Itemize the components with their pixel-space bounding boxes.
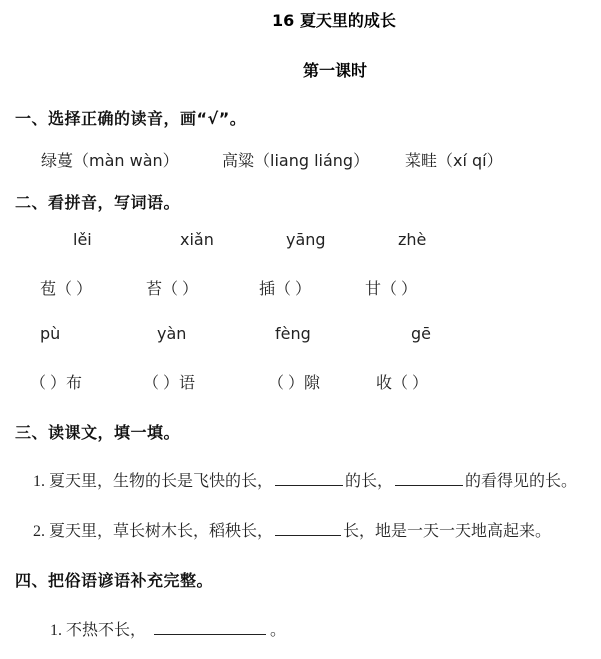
item-word: 菜畦 bbox=[405, 151, 438, 170]
section-1-item-1 bbox=[41, 148, 179, 171]
word-blank-5 bbox=[30, 370, 82, 393]
answer-blank[interactable]: （ ） bbox=[143, 375, 180, 392]
question-text: 1. 夏天里，生物的长是飞快的长， bbox=[33, 473, 274, 490]
section-3-question-2 bbox=[33, 518, 551, 541]
question-text: 。 bbox=[270, 622, 287, 639]
pinyin-zhe: zhè bbox=[398, 230, 427, 249]
word-char: 语 bbox=[179, 375, 196, 392]
fill-blank[interactable] bbox=[275, 521, 341, 536]
answer-blank[interactable]: （ ） bbox=[30, 375, 67, 392]
question-text: 的看得见的长。 bbox=[465, 473, 578, 490]
word-blank-1 bbox=[40, 276, 92, 299]
word-blank-2 bbox=[146, 276, 198, 299]
fill-blank[interactable] bbox=[275, 471, 343, 486]
word-char: 隙 bbox=[304, 375, 321, 392]
word-char: 收 bbox=[376, 375, 393, 392]
section-4-question-1 bbox=[50, 617, 286, 640]
fill-blank[interactable] bbox=[154, 620, 266, 635]
word-char: 苔 bbox=[146, 281, 163, 298]
section-1-item-3 bbox=[405, 148, 503, 171]
answer-blank[interactable]: （ ） bbox=[275, 281, 312, 298]
answer-blank[interactable]: （ ） bbox=[392, 375, 429, 392]
word-blank-8 bbox=[376, 370, 428, 393]
lesson-title: 16 夏天里的成长 bbox=[272, 11, 396, 30]
question-text: 1. 不热不长， bbox=[50, 622, 147, 639]
question-text: 的长， bbox=[345, 473, 394, 490]
word-char: 布 bbox=[66, 375, 83, 392]
pinyin-yang: yāng bbox=[286, 230, 326, 249]
section-2-heading: 二、看拼音，写词语。 bbox=[15, 193, 181, 212]
pinyin-ge: gē bbox=[411, 324, 431, 343]
lesson-subtitle: 第一课时 bbox=[303, 61, 368, 80]
item-options[interactable]: （màn wàn） bbox=[73, 151, 179, 170]
item-options[interactable]: （liang liáng） bbox=[254, 151, 370, 170]
answer-blank[interactable]: （ ） bbox=[268, 375, 305, 392]
question-text: 2. 夏天里，草长树木长，稻秧长， bbox=[33, 523, 274, 540]
pinyin-lei: lěi bbox=[73, 230, 92, 249]
section-3-question-1 bbox=[33, 468, 577, 491]
pinyin-xian: xiǎn bbox=[180, 230, 214, 249]
item-options[interactable]: （xí qí） bbox=[437, 151, 503, 170]
word-blank-3 bbox=[259, 276, 311, 299]
item-word: 绿蔓 bbox=[41, 151, 74, 170]
fill-blank[interactable] bbox=[395, 471, 463, 486]
answer-blank[interactable]: （ ） bbox=[162, 281, 199, 298]
answer-blank[interactable]: （ ） bbox=[381, 281, 418, 298]
answer-blank[interactable]: （ ） bbox=[56, 281, 93, 298]
pinyin-pu: pù bbox=[40, 324, 61, 343]
word-blank-7 bbox=[268, 370, 320, 393]
section-1-heading: 一、选择正确的读音，画“√”。 bbox=[15, 109, 247, 128]
section-4-heading: 四、把俗语谚语补充完整。 bbox=[15, 571, 214, 590]
word-blank-4 bbox=[365, 276, 417, 299]
question-text: 长，地是一天一天地高起来。 bbox=[343, 523, 552, 540]
section-3-heading: 三、读课文，填一填。 bbox=[15, 423, 181, 442]
pinyin-yan: yàn bbox=[157, 324, 187, 343]
word-char: 插 bbox=[259, 281, 276, 298]
pinyin-feng: fèng bbox=[275, 324, 311, 343]
word-blank-6 bbox=[143, 370, 195, 393]
word-char: 甘 bbox=[365, 281, 382, 298]
word-char: 苞 bbox=[40, 281, 57, 298]
item-word: 高粱 bbox=[222, 151, 255, 170]
section-1-item-2 bbox=[222, 148, 369, 171]
